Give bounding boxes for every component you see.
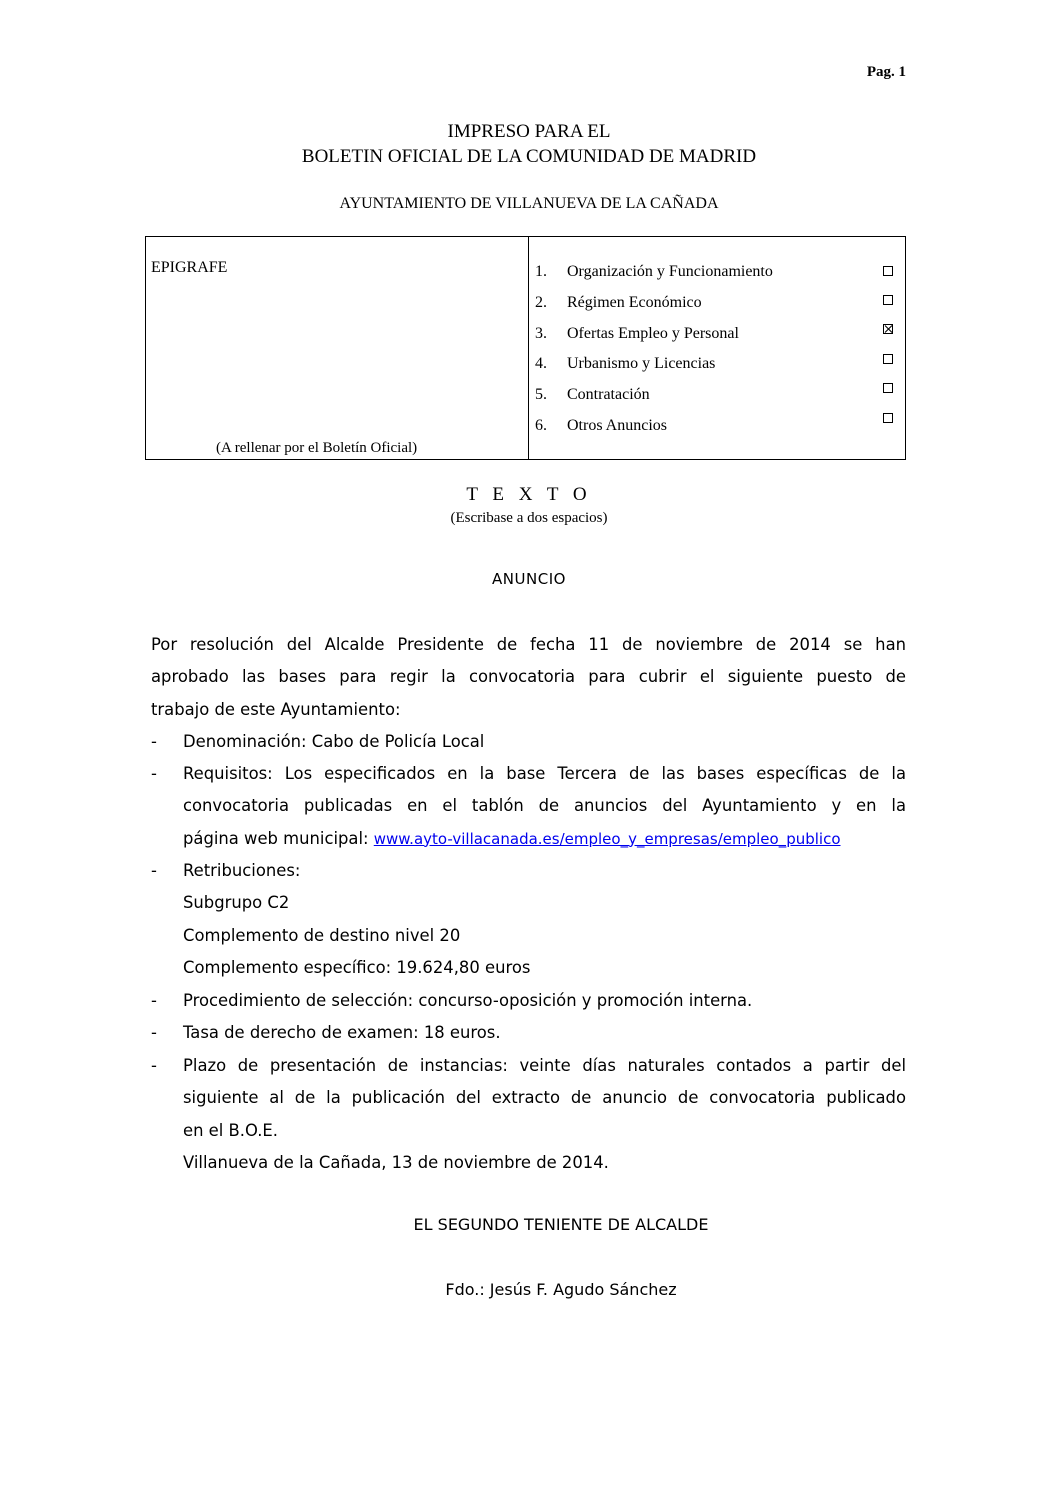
texto-heading: T E X T O bbox=[466, 484, 592, 505]
category-number: 6. bbox=[535, 417, 547, 434]
list-item-tasa bbox=[151, 1017, 906, 1049]
category-checkbox-contratacion[interactable] bbox=[883, 383, 893, 393]
category-label: Contratación bbox=[567, 386, 650, 403]
category-number: 2. bbox=[535, 294, 547, 311]
category-number: 3. bbox=[535, 325, 547, 342]
category-number: 1. bbox=[535, 263, 547, 280]
bullet-dash: - bbox=[151, 1023, 157, 1042]
category-checkbox-regimen[interactable] bbox=[883, 295, 893, 305]
intro-line: aprobado las bases para regir la convocatoria para cubrir el siguiente puesto de bbox=[151, 667, 906, 687]
announcement-heading: ANUNCIO bbox=[492, 570, 566, 588]
category-checkbox-organizacion[interactable] bbox=[883, 266, 893, 276]
tasa-text: Tasa de derecho de examen: 18 euros. bbox=[183, 1023, 501, 1042]
category-row-urbanismo bbox=[535, 355, 900, 377]
list-item-procedimiento bbox=[151, 985, 906, 1017]
epigrafe-divider bbox=[528, 237, 529, 459]
complemento-especifico-text: Complemento específico: 19.624,80 euros bbox=[183, 957, 531, 977]
bullet-dash: - bbox=[151, 991, 157, 1010]
signature-name: Fdo.: Jesús F. Agudo Sánchez bbox=[445, 1280, 677, 1299]
list-item-plazo bbox=[151, 1050, 906, 1179]
requisitos-web-prefix: página web municipal: bbox=[183, 828, 374, 848]
plazo-line: Plazo de presentación de instancias: veinte días naturales contados a partir del bbox=[183, 1056, 906, 1075]
category-row-regimen bbox=[535, 294, 900, 316]
requisitos-web-line bbox=[183, 823, 906, 855]
bullet-dash: - bbox=[151, 732, 157, 751]
signature-role: EL SEGUNDO TENIENTE DE ALCALDE bbox=[413, 1215, 709, 1234]
bullet-dash: - bbox=[151, 1056, 157, 1075]
intro-line: trabajo de este Ayuntamiento: bbox=[151, 699, 401, 719]
announcement-intro bbox=[151, 629, 906, 726]
employment-page-link[interactable]: www.ayto-villacanada.es/empleo_y_empresas/empleo_publico bbox=[373, 829, 841, 848]
category-label: Régimen Económico bbox=[567, 294, 702, 311]
form-title-line-1: IMPRESO PARA EL bbox=[447, 121, 611, 142]
municipality-name: AYUNTAMIENTO DE VILLANUEVA DE LA CAÑADA bbox=[339, 195, 719, 212]
texto-subheading: (Escribase a dos espacios) bbox=[450, 510, 608, 526]
category-checkbox-urbanismo[interactable] bbox=[883, 354, 893, 364]
category-row-contratacion bbox=[535, 386, 900, 408]
category-number: 4. bbox=[535, 355, 547, 372]
denominacion-text: Denominación: Cabo de Policía Local bbox=[183, 732, 485, 751]
category-checkbox-otros-anuncios[interactable] bbox=[883, 413, 893, 423]
epigrafe-fill-note: (A rellenar por el Boletín Oficial) bbox=[216, 440, 418, 456]
complemento-destino-text: Complemento de destino nivel 20 bbox=[183, 925, 461, 945]
category-number: 5. bbox=[535, 386, 547, 403]
requisitos-line: Requisitos: Los especificados en la base Tercera de las bases específicas de la bbox=[183, 764, 906, 783]
form-title-line-2: BOLETIN OFICIAL DE LA COMUNIDAD DE MADRID bbox=[301, 146, 757, 167]
intro-line: Por resolución del Alcalde Presidente de fecha 11 de noviembre de 2014 se han bbox=[151, 635, 906, 654]
category-label: Urbanismo y Licencias bbox=[567, 355, 716, 372]
subgrupo-text: Subgrupo C2 bbox=[183, 893, 290, 913]
retribuciones-label: Retribuciones: bbox=[183, 861, 301, 880]
page-number: Pag. 1 bbox=[866, 64, 906, 80]
bullet-dash: - bbox=[151, 764, 157, 783]
list-item-denominacion bbox=[151, 726, 906, 758]
place-date: Villanueva de la Cañada, 13 de noviembre de 2014. bbox=[183, 1152, 609, 1172]
list-item-requisitos bbox=[151, 758, 906, 855]
epigrafe-label: EPIGRAFE bbox=[151, 259, 228, 276]
category-row-ofertas-empleo bbox=[535, 325, 900, 347]
bullet-dash: - bbox=[151, 861, 157, 880]
procedimiento-text: Procedimiento de selección: concurso-oposición y promoción interna. bbox=[183, 991, 753, 1010]
category-row-organizacion bbox=[535, 263, 900, 285]
category-checkbox-ofertas-empleo-checked[interactable] bbox=[883, 324, 893, 334]
plazo-line: siguiente al de la publicación del extracto de anuncio de convocatoria publicado bbox=[183, 1088, 906, 1108]
category-row-otros-anuncios bbox=[535, 417, 900, 439]
epigrafe-box bbox=[145, 236, 906, 460]
requisitos-line: convocatoria publicadas en el tablón de anuncios del Ayuntamiento y en la bbox=[183, 796, 906, 816]
list-item-retribuciones bbox=[151, 855, 906, 984]
plazo-line: en el B.O.E. bbox=[183, 1120, 278, 1140]
category-label: Ofertas Empleo y Personal bbox=[567, 325, 739, 342]
category-label: Otros Anuncios bbox=[567, 417, 667, 434]
category-label: Organización y Funcionamiento bbox=[567, 263, 773, 280]
